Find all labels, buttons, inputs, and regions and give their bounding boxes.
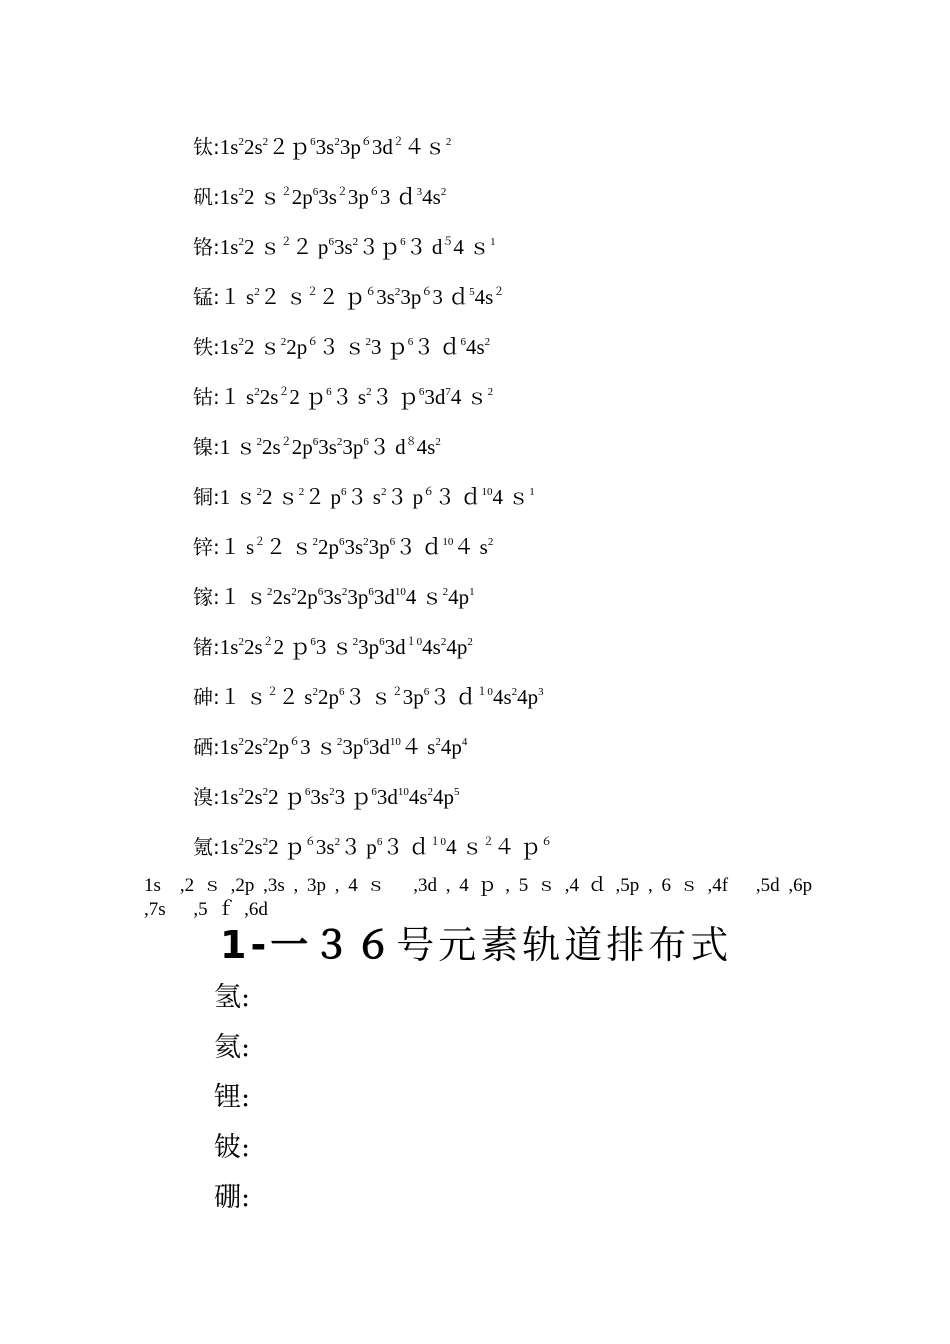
orbital-label: 4p	[446, 635, 468, 659]
orbital-label: ３ p	[340, 835, 377, 859]
orbital-label: 2p	[291, 435, 313, 459]
orbital-label: 3p	[402, 685, 424, 709]
orbital-label: 2s	[262, 435, 281, 459]
orbital-label: １ s	[219, 285, 255, 309]
orbital-label: 4p	[517, 685, 539, 709]
electron-count: ２	[306, 286, 318, 298]
orbital-label: ３ s	[331, 385, 367, 409]
diagram-line-b: 硼:	[214, 1182, 251, 1213]
orbital-label: 3s	[333, 235, 353, 259]
electron-count: ２	[493, 286, 505, 298]
electron-count: 2	[238, 786, 244, 798]
config-line-ni	[193, 432, 893, 482]
orbital-label: ２ ｓ	[259, 285, 307, 309]
config-sequence	[220, 335, 490, 359]
orbital-label: 3s	[376, 285, 395, 309]
orbital-label: 2 ｐ	[273, 635, 311, 659]
electron-count: ２	[262, 636, 274, 648]
electron-count: 1	[469, 586, 475, 598]
electron-count: 10	[442, 536, 454, 548]
config-line-ge	[193, 632, 893, 682]
electron-count: 6	[338, 686, 345, 698]
electron-count: ６	[421, 286, 433, 298]
electron-count: 2	[352, 636, 359, 648]
orbital-label: ４ s	[453, 535, 488, 559]
electron-count: 2	[394, 286, 401, 298]
electron-count: 2	[336, 736, 343, 748]
electron-count: ６	[368, 186, 380, 198]
orbital-label: ３ ｄ	[413, 335, 461, 359]
diagram-line-li: 锂:	[214, 1082, 251, 1113]
orbital-label: ３ d	[405, 235, 443, 259]
electron-count: ６	[541, 836, 553, 848]
electron-count: ５	[442, 236, 454, 248]
electron-count: ６	[423, 486, 435, 498]
electron-count: ２	[392, 136, 404, 148]
orbital-label: 2s	[243, 835, 263, 859]
electron-count: ６	[365, 286, 377, 298]
electron-count: 6	[418, 386, 425, 398]
element-name: 锌:	[193, 535, 220, 559]
electron-count: 6	[326, 386, 332, 398]
electron-count: 2	[334, 136, 340, 148]
diagram-line-h: 氢:	[214, 982, 251, 1013]
orbital-label: ３ ｄ	[382, 835, 430, 859]
electron-count: 2	[484, 336, 491, 348]
config-sequence	[220, 485, 535, 509]
electron-count: 2	[262, 136, 269, 148]
element-name: 硒:	[193, 735, 220, 759]
config-line-ti	[193, 132, 893, 182]
orbital-label: ３ ｄ	[429, 685, 477, 709]
orbital-label: 4 ｓ	[453, 235, 491, 259]
electron-count: 2	[254, 386, 260, 398]
orbital-label: 2p	[317, 535, 339, 559]
orbital-label: 1s	[219, 135, 239, 159]
electron-count: 2	[440, 636, 447, 648]
orbital-label: 4s	[416, 435, 436, 459]
config-sequence	[220, 385, 493, 409]
orbital-label: 2p	[291, 185, 313, 209]
electron-count: 2	[280, 336, 287, 348]
electron-count: 3	[416, 186, 423, 198]
config-line-se	[193, 732, 893, 782]
electron-count: 6	[317, 586, 324, 598]
electron-count: 6	[341, 486, 347, 498]
electron-count: 2	[329, 786, 335, 798]
orbital-label: 3p	[342, 435, 364, 459]
electron-count: ２	[280, 186, 292, 198]
element-name: 氪:	[193, 835, 220, 859]
orbital-label: 3d	[384, 635, 406, 659]
electron-count: 6	[376, 836, 383, 848]
orbital-label: 4s	[474, 285, 494, 309]
config-line-co	[193, 382, 893, 432]
orbital-label: 3 ｄ	[432, 285, 470, 309]
electron-count: ６	[307, 336, 319, 348]
electron-count: 3	[538, 686, 544, 698]
orbital-label: 3 ｓ	[315, 635, 353, 659]
orbital-label: ３ ｄ	[395, 535, 443, 559]
orbital-label: 3p	[339, 135, 361, 159]
electron-count: 6	[310, 136, 316, 148]
electron-count: 6	[312, 186, 319, 198]
orbital-label: ２ ｓ	[265, 535, 313, 559]
orbital-label: 3p	[347, 585, 369, 609]
electron-count: 2	[238, 136, 244, 148]
electron-count: 2	[256, 486, 262, 498]
orbital-label: 3p	[347, 185, 369, 209]
config-sequence	[220, 635, 473, 659]
orbital-label: 3s	[344, 535, 364, 559]
element-name: 铁:	[193, 335, 220, 359]
orbital-label: 2s	[259, 385, 279, 409]
config-sequence	[220, 585, 475, 609]
orbital-label: ２ s	[278, 685, 313, 709]
electron-count: ２	[278, 386, 290, 398]
orbital-label: 2 ｓ	[243, 185, 281, 209]
electron-count: 2	[262, 836, 269, 848]
electron-count: 2	[442, 586, 449, 598]
orbital-label: 1s	[219, 735, 239, 759]
diagram-line-he: 氦:	[214, 1032, 251, 1063]
orbital-label: 2p	[317, 685, 339, 709]
electron-count: 2	[334, 836, 341, 848]
orbital-label: 3p	[342, 735, 364, 759]
electron-count: 2	[238, 836, 244, 848]
orbital-label: 3s	[315, 135, 335, 159]
element-name: 砷:	[193, 685, 220, 709]
orbital-label: 4s	[465, 335, 485, 359]
electron-count: 6	[368, 586, 374, 598]
electron-count: 10	[481, 486, 493, 498]
orbital-label: 2 ｐ	[289, 385, 327, 409]
electron-count: １0	[476, 686, 493, 698]
orbital-label: ４ ｐ	[493, 835, 542, 859]
element-name: 矾:	[193, 185, 220, 209]
orbital-label: ３ｐ	[358, 235, 401, 259]
orbital-filling-order: 1s ,2 ｓ ,2p ,3s , 3p , 4 ｓ ,3d , 4 ｐ , 5 ｓ ,4 ｄ ,5p , 6 ｓ ,4f ,5d ,6p ,7s ,5 ｆ ,6d	[144, 875, 813, 920]
electron-count: ６	[289, 736, 301, 748]
electron-count: 2	[336, 436, 343, 448]
orbital-label: 3 ｄ	[379, 185, 417, 209]
element-name: 镓:	[193, 585, 220, 609]
element-name: 铜:	[193, 485, 220, 509]
electron-count: ２	[280, 236, 292, 248]
orbital-label: 4p	[440, 735, 462, 759]
electron-count: 2	[238, 736, 244, 748]
electron-count: 2	[291, 586, 297, 598]
orbital-label: 3 ｐ	[370, 335, 408, 359]
electron-count: 2	[238, 236, 244, 248]
orbital-label: １ ｓ	[219, 685, 267, 709]
config-sequence	[220, 135, 452, 159]
config-sequence	[220, 735, 468, 759]
electron-count: 6	[363, 436, 369, 448]
section-title-prefix: 1-一３６	[220, 923, 397, 967]
element-name: 钴:	[193, 385, 220, 409]
electron-count: 2	[487, 386, 494, 398]
orbital-label: 3 ｓ	[300, 735, 337, 759]
electron-count: 2	[238, 636, 244, 648]
config-line-mn	[193, 282, 893, 332]
orbital-label: 2s	[243, 135, 263, 159]
orbital-label: 2 ｓ	[243, 335, 281, 359]
electron-count: ２	[336, 186, 348, 198]
electron-count: 2	[262, 786, 269, 798]
orbital-label: 4p	[433, 785, 454, 809]
electron-count: 2	[238, 186, 244, 198]
electron-count: ２	[482, 836, 494, 848]
orbital-label: ３ d	[368, 435, 406, 459]
electron-count: 6	[328, 236, 334, 248]
electron-count: 6	[460, 336, 466, 348]
config-line-fe	[193, 332, 893, 382]
orbital-label: １ s	[219, 535, 255, 559]
config-sequence	[220, 235, 496, 259]
electron-count: 2	[380, 486, 387, 498]
orbital-label: 3d	[371, 135, 393, 159]
electron-count: 2	[487, 536, 494, 548]
electron-count: 5	[454, 786, 460, 798]
orbital-label: ３ ｄ	[434, 485, 482, 509]
config-sequence	[220, 685, 544, 709]
orbital-label: 4 ｓ	[446, 835, 483, 859]
orbital-label: ２ｐ	[268, 135, 311, 159]
orbital-label: ２ p	[291, 235, 329, 259]
config-line-cr	[193, 232, 893, 282]
electron-configuration-list	[193, 132, 893, 882]
config-sequence	[220, 285, 505, 309]
electron-count: １0	[429, 836, 447, 848]
orbital-label: 2s	[243, 635, 263, 659]
electron-count: 2	[435, 436, 441, 448]
electron-count: 6	[400, 236, 406, 248]
orbital-label: 4s	[492, 685, 512, 709]
config-sequence	[220, 185, 447, 209]
orbital-label: 2 ｐ	[268, 785, 305, 809]
orbital-label: 1s	[219, 335, 239, 359]
orbital-label: 3d	[424, 385, 446, 409]
element-name: 铬:	[193, 235, 220, 259]
orbital-label: 1 ｓ	[219, 435, 257, 459]
element-name: 镍:	[193, 435, 220, 459]
config-line-ga	[193, 582, 893, 632]
config-line-as	[193, 682, 893, 732]
orbital-label: 3s	[318, 185, 337, 209]
electron-count: 2	[366, 386, 372, 398]
element-name: 溴:	[193, 785, 220, 809]
orbital-label: 3s	[323, 585, 342, 609]
orbital-label: ２ p	[304, 485, 341, 509]
electron-count: 5	[469, 286, 475, 298]
orbital-label: ３ ｐ	[371, 385, 419, 409]
orbital-label: 3d	[376, 785, 398, 809]
config-sequence	[220, 785, 460, 809]
orbital-label: 2 ｓ	[262, 485, 299, 509]
config-line-cu	[193, 482, 893, 532]
orbital-label: 3s	[318, 435, 337, 459]
electron-count: ６	[360, 136, 372, 148]
orbital-label: 4p	[448, 585, 470, 609]
orbital-label: 1 ｓ	[219, 485, 257, 509]
electron-count: 6	[304, 786, 311, 798]
section-title	[220, 920, 732, 970]
electron-count: 10	[389, 736, 401, 748]
electron-count: 4	[461, 736, 468, 748]
orbital-label: 2s	[243, 785, 263, 809]
electron-count: 2	[435, 736, 441, 748]
electron-count: ２	[267, 686, 278, 698]
orbital-label: １ s	[219, 385, 255, 409]
orbital-label: ２ ｐ	[317, 285, 366, 309]
electron-count: 2	[365, 336, 371, 348]
electron-count: 2	[341, 586, 348, 598]
electron-count: 6	[312, 436, 319, 448]
electron-count: 2	[312, 686, 318, 698]
electron-count: 2	[440, 186, 447, 198]
orbital-label: 4 ｓ	[405, 585, 443, 609]
orbital-label: 1s	[219, 785, 239, 809]
orbital-label: 3p	[400, 285, 422, 309]
electron-count: 6	[363, 736, 369, 748]
electron-count: 6	[379, 636, 385, 648]
electron-count: 6	[407, 336, 414, 348]
config-line-v	[193, 182, 893, 232]
orbital-label: ４ s	[400, 735, 436, 759]
electron-count: 6	[423, 686, 430, 698]
electron-count: 10	[394, 586, 406, 598]
electron-count: ８	[405, 436, 417, 448]
electron-count: 2	[254, 286, 260, 298]
orbital-label: 2p	[296, 585, 318, 609]
orbital-label: 4 ｓ	[492, 485, 530, 509]
orbital-label: 3d	[373, 585, 395, 609]
electron-count: 7	[445, 386, 451, 398]
electron-count: 2	[267, 586, 273, 598]
config-sequence	[220, 535, 494, 559]
electron-count: 6	[310, 636, 316, 648]
orbital-label: 2p	[268, 735, 290, 759]
electron-count: 1	[490, 236, 496, 248]
electron-count: 6	[371, 786, 377, 798]
section-title-suffix: 号元素轨道排布式	[396, 923, 733, 967]
orbital-label: 1s	[219, 635, 239, 659]
electron-count: 2	[262, 736, 269, 748]
diagram-line-be: 铍:	[214, 1132, 251, 1163]
orbital-label: 1s	[219, 185, 239, 209]
electron-count: ２	[280, 436, 292, 448]
electron-count: ２	[254, 536, 266, 548]
config-sequence	[220, 435, 441, 459]
orbital-label: 1s	[219, 235, 239, 259]
orbital-label: 4s	[408, 785, 428, 809]
config-sequence	[220, 835, 552, 859]
electron-count: 2	[238, 336, 244, 348]
electron-count: 2	[256, 436, 262, 448]
electron-count: １0	[405, 636, 423, 648]
orbital-label: 3s	[315, 835, 335, 859]
orbital-label: 2 ｓ	[243, 235, 281, 259]
orbital-label: ３ p	[386, 485, 424, 509]
electron-count: 2	[445, 136, 452, 148]
element-name: 钛:	[193, 135, 220, 159]
element-name: 锰:	[193, 285, 220, 309]
electron-count: 1	[529, 486, 535, 498]
orbital-label: ３ ｓ	[318, 335, 366, 359]
orbital-label: １ ｓ	[219, 585, 267, 609]
config-line-br	[193, 782, 893, 832]
electron-count: 2	[467, 636, 473, 648]
config-line-zn	[193, 532, 893, 582]
orbital-label: 4s	[422, 185, 441, 209]
electron-count: 2	[298, 486, 305, 498]
orbital-label: 4s	[422, 635, 441, 659]
electron-count: 6	[338, 536, 345, 548]
orbital-label: 2s	[243, 735, 263, 759]
orbital-label: 2s	[272, 585, 292, 609]
electron-count: 2	[352, 236, 359, 248]
orbital-label: 2 ｐ	[268, 835, 305, 859]
electron-count: 6	[389, 536, 396, 548]
electron-count: ２	[391, 686, 403, 698]
electron-count: 10	[397, 786, 409, 798]
element-name: 锗:	[193, 635, 220, 659]
orbital-label: 4 ｓ	[450, 385, 488, 409]
electron-count: 2	[511, 686, 518, 698]
orbital-label: 2p	[286, 335, 308, 359]
electron-count: 2	[312, 536, 318, 548]
orbital-label: 1s	[219, 835, 239, 859]
electron-count: 2	[427, 786, 433, 798]
orbital-label: 3 ｐ	[334, 785, 372, 809]
orbital-label: ３ s	[346, 485, 381, 509]
orbital-label: ４ｓ	[403, 135, 446, 159]
electron-count: ６	[304, 836, 316, 848]
orbital-label: 3p	[368, 535, 390, 559]
orbital-label: 3d	[368, 735, 390, 759]
orbital-label: ３ ｓ	[344, 685, 392, 709]
orbital-label: 3s	[310, 785, 330, 809]
orbital-label: 3p	[358, 635, 380, 659]
electron-count: 2	[363, 536, 369, 548]
orbital-diagram-list	[214, 976, 250, 1226]
